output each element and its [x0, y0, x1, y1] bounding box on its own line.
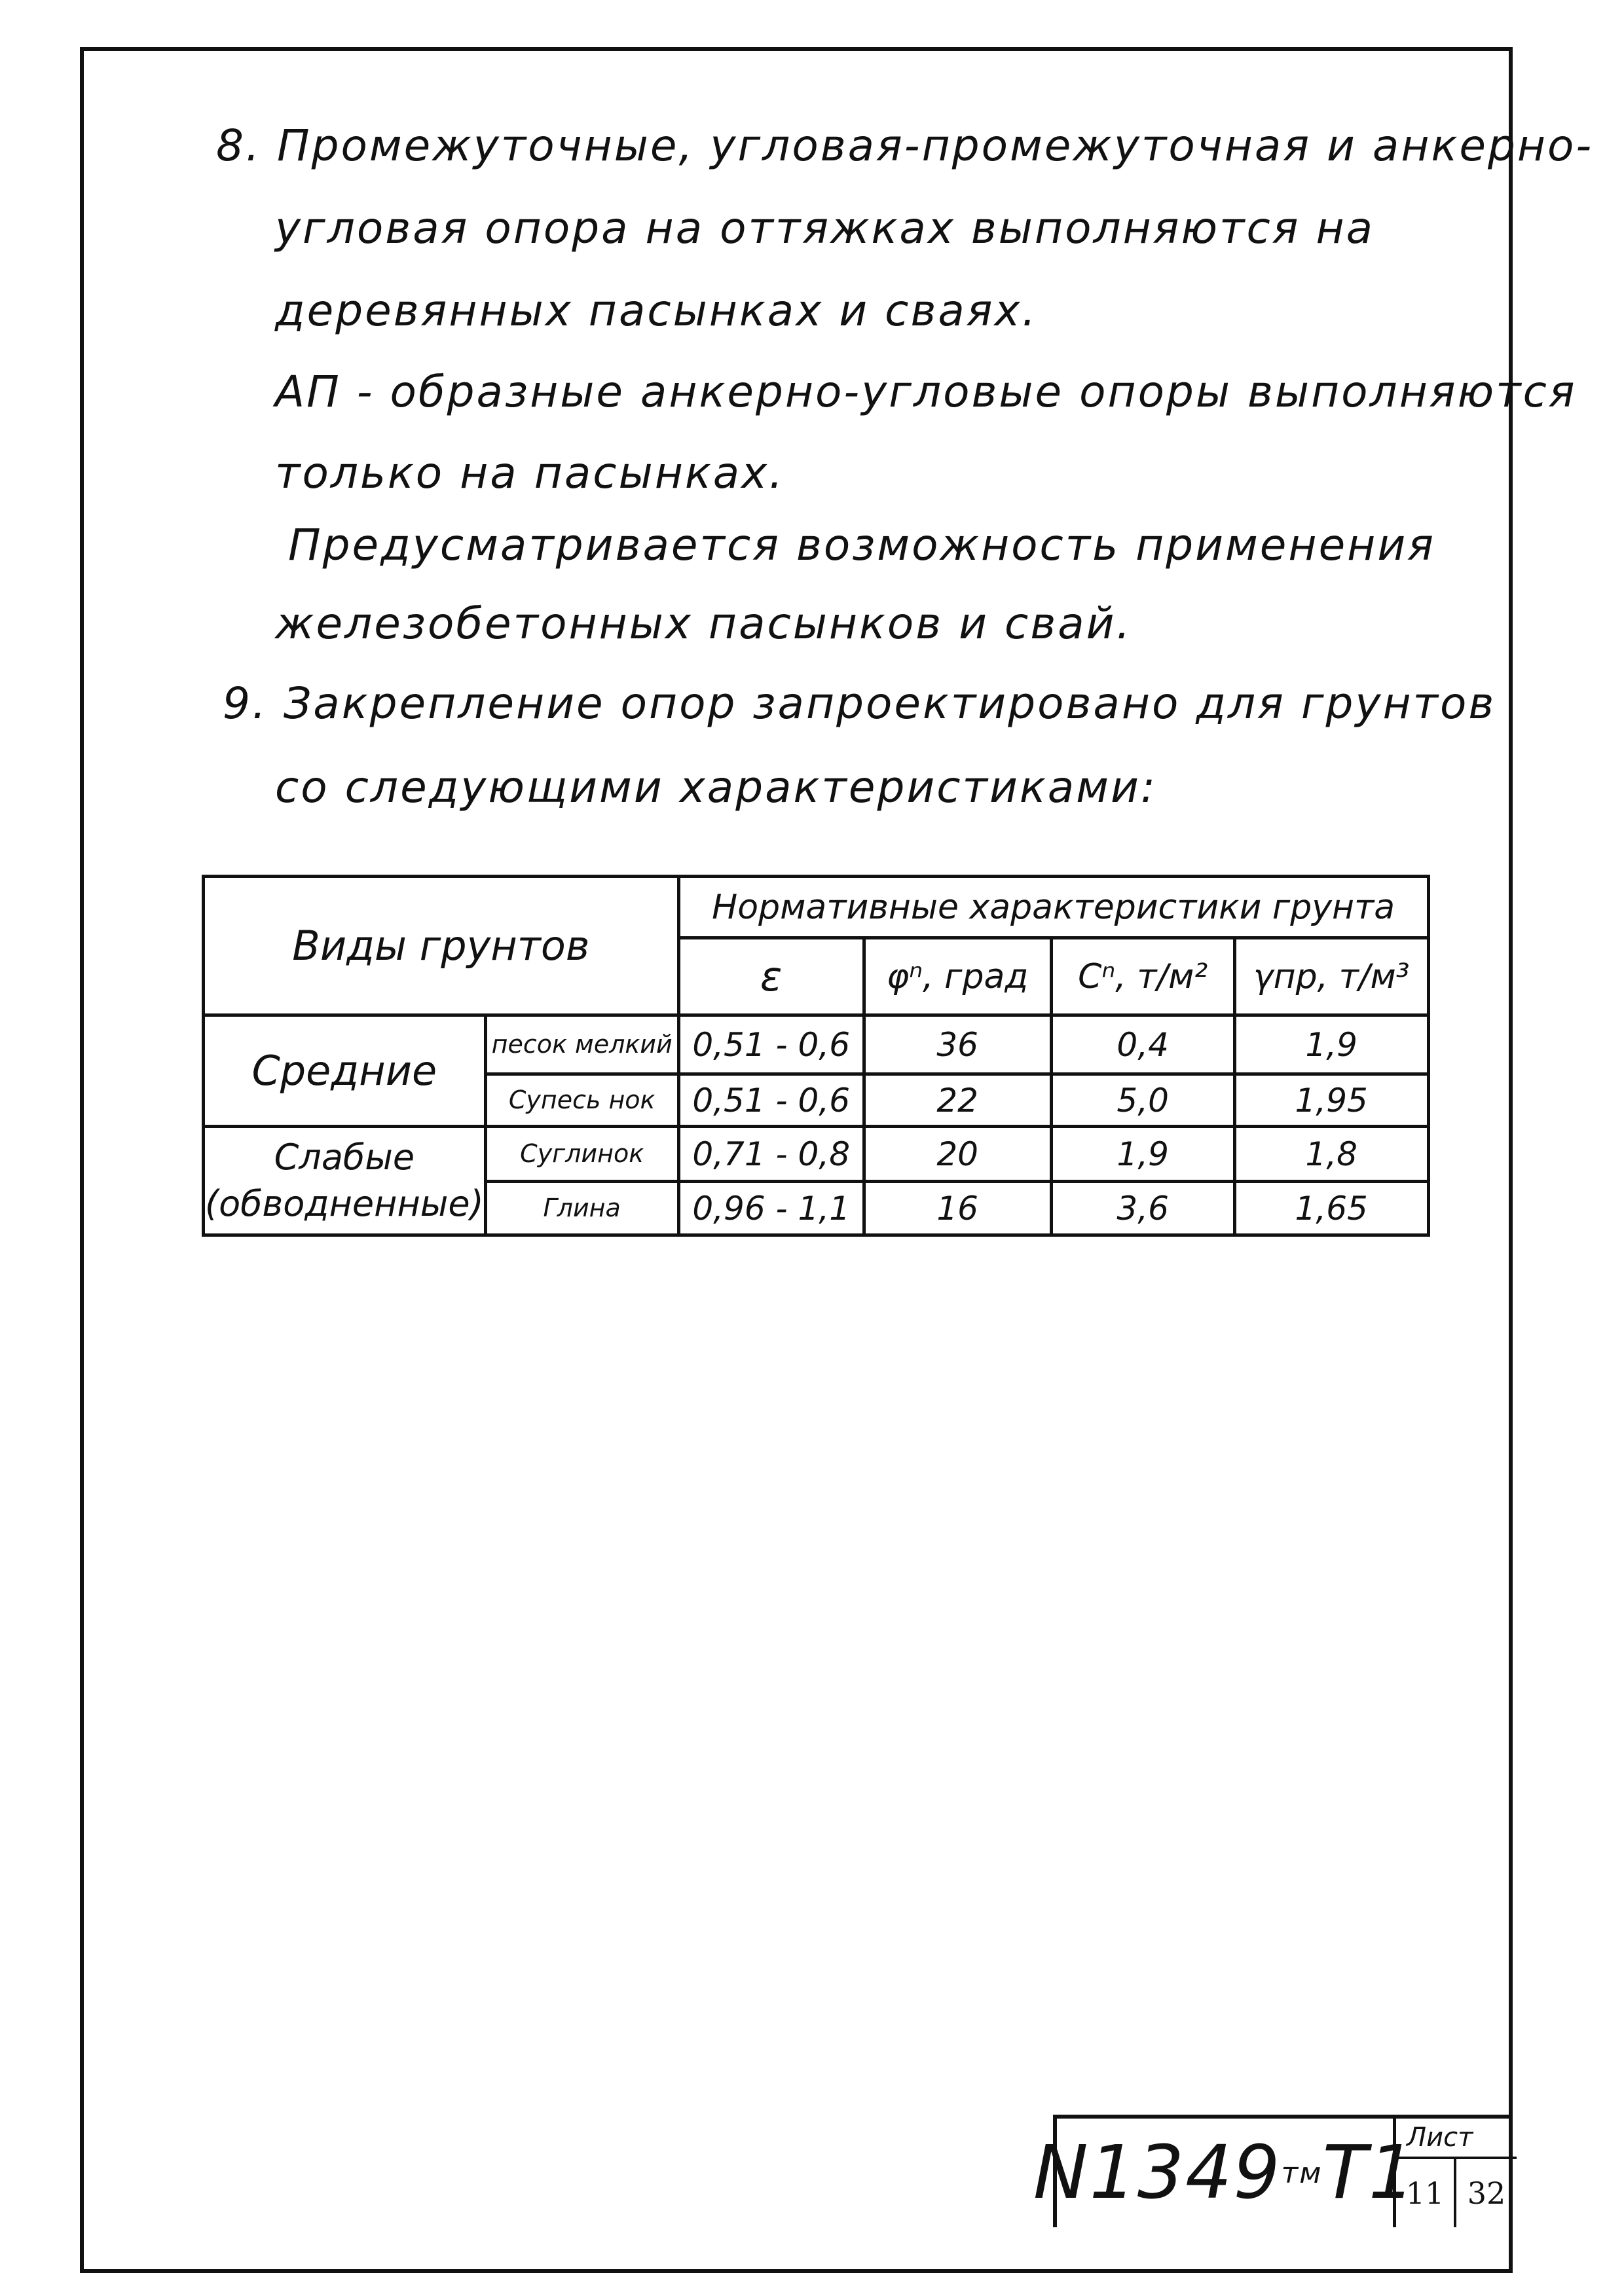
paragraph-line-9: со следующими характеристиками:: [275, 762, 1158, 812]
cell-cohesion: 5,0: [1051, 1074, 1234, 1127]
cell-friction-angle: 22: [864, 1074, 1051, 1127]
cell-porosity: 0,96 - 1,1: [678, 1182, 864, 1235]
col-header-cohesion: Cⁿ, т/м²: [1051, 938, 1234, 1015]
paragraph-line-6: Предусматривается возможность применения: [288, 520, 1435, 570]
cell-porosity: 0,51 - 0,6: [678, 1015, 864, 1074]
soil-characteristics-table: [202, 875, 1430, 1237]
paragraph-line-3: деревянных пасынках и сваях.: [275, 285, 1038, 336]
cell-soil: Суглинок: [485, 1127, 678, 1182]
cell-soil: Супесь нок: [485, 1074, 678, 1127]
cell-porosity: 0,71 - 0,8: [678, 1127, 864, 1182]
group-name-medium: Средние: [204, 1015, 486, 1127]
cell-soil: песок мелкий: [485, 1015, 678, 1074]
paragraph-line-5: только на пасынках.: [275, 448, 785, 498]
col-header-porosity: ε: [678, 938, 864, 1015]
paragraph-line-4: АП - образные анкерно-угловые опоры выполняются: [275, 367, 1577, 417]
header-normative-characteristics: Нормативные характеристики грунта: [678, 877, 1428, 938]
cell-density: 1,9: [1234, 1015, 1428, 1074]
col-header-friction-angle: φⁿ, град: [864, 938, 1051, 1015]
paragraph-line-2: угловая опора на оттяжках выполняются на: [275, 203, 1375, 253]
cell-cohesion: 1,9: [1051, 1127, 1234, 1182]
cell-friction-angle: 16: [864, 1182, 1051, 1235]
cell-cohesion: 0,4: [1051, 1015, 1234, 1074]
cell-density: 1,8: [1234, 1127, 1428, 1182]
col-header-density: γпр, т/м³: [1234, 938, 1428, 1015]
sheets-total: 32: [1467, 2176, 1506, 2211]
cell-friction-angle: 20: [864, 1127, 1051, 1182]
sheet-number: 11: [1396, 2159, 1456, 2227]
header-soil-kind: Виды грунтов: [204, 877, 679, 1015]
cell-density: 1,95: [1234, 1074, 1428, 1127]
cell-cohesion: 3,6: [1051, 1182, 1234, 1235]
paragraph-line-8: 9. Закрепление опор запроектировано для грунтов: [223, 678, 1496, 729]
sheet-label: Лист: [1396, 2119, 1517, 2159]
cell-soil: Глина: [485, 1182, 678, 1235]
drawing-code-tail: Т1: [1322, 2130, 1417, 2215]
cell-porosity: 0,51 - 0,6: [678, 1074, 864, 1127]
paragraph-line-1: 8. Промежуточные, угловая-промежуточная и анкерно-: [216, 120, 1594, 171]
drawing-code: [1033, 2119, 1417, 2227]
cell-density: 1,65: [1234, 1182, 1428, 1235]
title-block-stamp: [1033, 2115, 1513, 2227]
cell-friction-angle: 36: [864, 1015, 1051, 1074]
group-name-weak: Слабые (обводненные): [204, 1127, 486, 1235]
drawing-code-main: N1349: [1033, 2130, 1282, 2215]
drawing-code-sub: тм: [1281, 2156, 1323, 2190]
paragraph-line-7: железобетонных пасынков и свай.: [275, 598, 1132, 649]
